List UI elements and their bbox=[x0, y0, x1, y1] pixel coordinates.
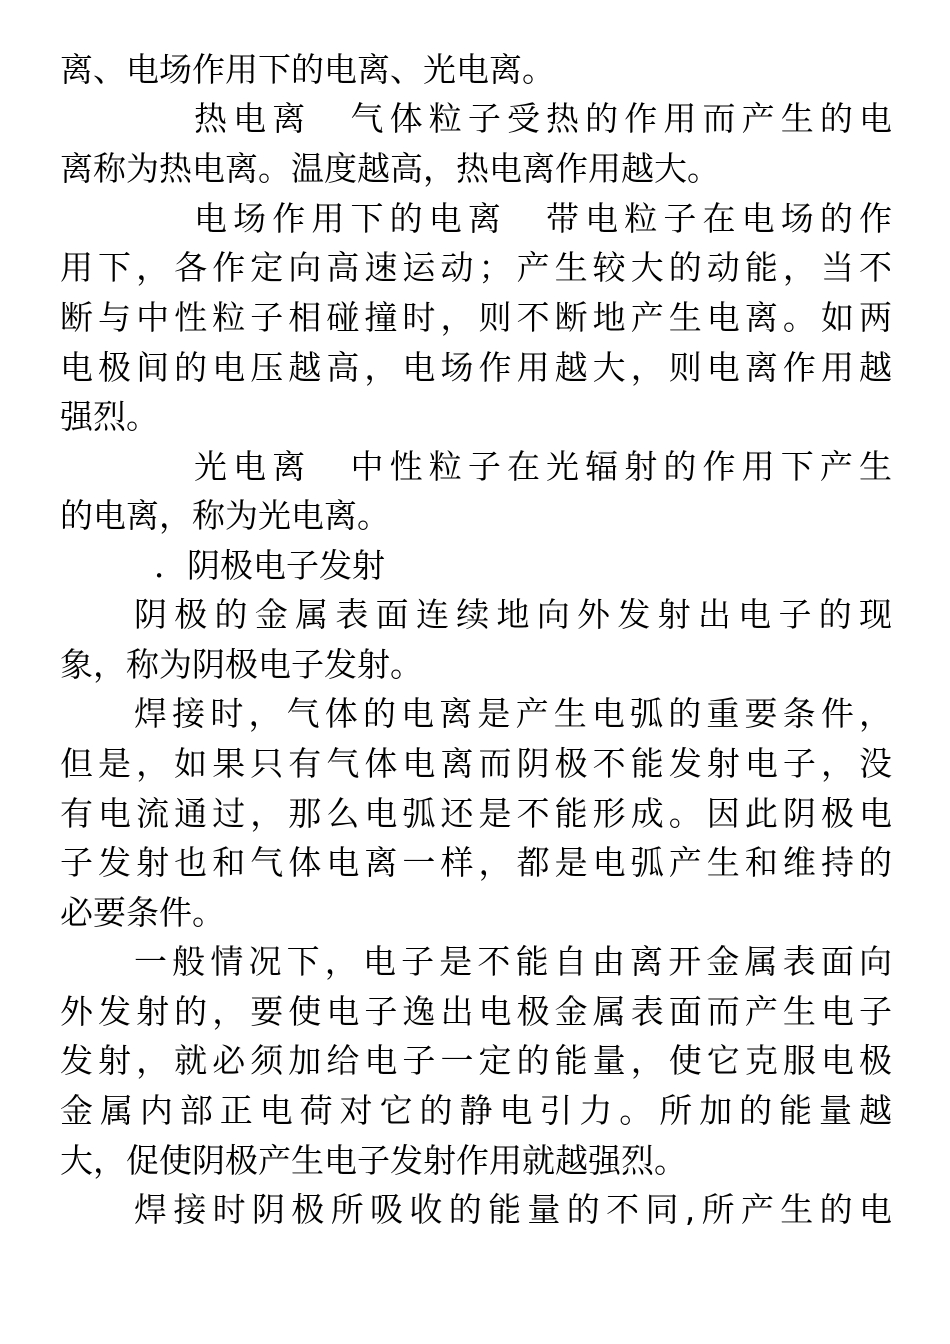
text-line: 但是，如果只有气体电离而阴极不能发射电子，没 bbox=[60, 744, 892, 783]
text-line: 离称为热电离。温度越高，热电离作用越大。 bbox=[60, 149, 720, 188]
text-line: 金属内部正电荷对它的静电引力。所加的能量越 bbox=[60, 1091, 892, 1130]
text-line: 用下，各作定向高速运动；产生较大的动能，当不 bbox=[60, 248, 892, 287]
text-line: 必要条件。 bbox=[60, 893, 225, 932]
text-line: 象，称为阴极电子发射。 bbox=[60, 645, 423, 684]
heading-thermal-ionization: 热电离 气体粒子受热的作用而产生的电 bbox=[194, 99, 892, 138]
text-line: 大，促使阴极产生电子发射作用就越强烈。 bbox=[60, 1141, 687, 1180]
section-heading-cathode-emission: ．阴极电子发射 bbox=[154, 546, 385, 585]
text-line: 焊接时阴极所吸收的能量的不同,所产生的电 bbox=[134, 1190, 892, 1229]
heading-field-ionization: 电场作用下的电离 带电粒子在电场的作 bbox=[194, 199, 892, 238]
text-line: 子发射也和气体电离一样，都是电弧产生和维持的 bbox=[60, 843, 892, 882]
text-line: 阴极的金属表面连续地向外发射出电子的现 bbox=[134, 595, 892, 634]
text-line: 断与中性粒子相碰撞时，则不断地产生电离。如两 bbox=[60, 298, 892, 337]
text-line: 外发射的，要使电子逸出电极金属表面而产生电子 bbox=[60, 992, 892, 1031]
text-line: 一般情况下，电子是不能自由离开金属表面向 bbox=[134, 942, 892, 981]
text-line: 离、电场作用下的电离、光电离。 bbox=[60, 50, 555, 89]
text-line: 电极间的电压越高，电场作用越大，则电离作用越 bbox=[60, 348, 892, 387]
text-line: 有电流通过，那么电弧还是不能形成。因此阴极电 bbox=[60, 794, 892, 833]
text-line: 强烈。 bbox=[60, 397, 159, 436]
heading-photo-ionization: 光电离 中性粒子在光辐射的作用下产生 bbox=[194, 447, 892, 486]
text-line: 的电离，称为光电离。 bbox=[60, 496, 390, 535]
text-line: 焊接时，气体的电离是产生电弧的重要条件， bbox=[134, 694, 892, 733]
text-line: 发射，就必须加给电子一定的能量，使它克服电极 bbox=[60, 1041, 892, 1080]
